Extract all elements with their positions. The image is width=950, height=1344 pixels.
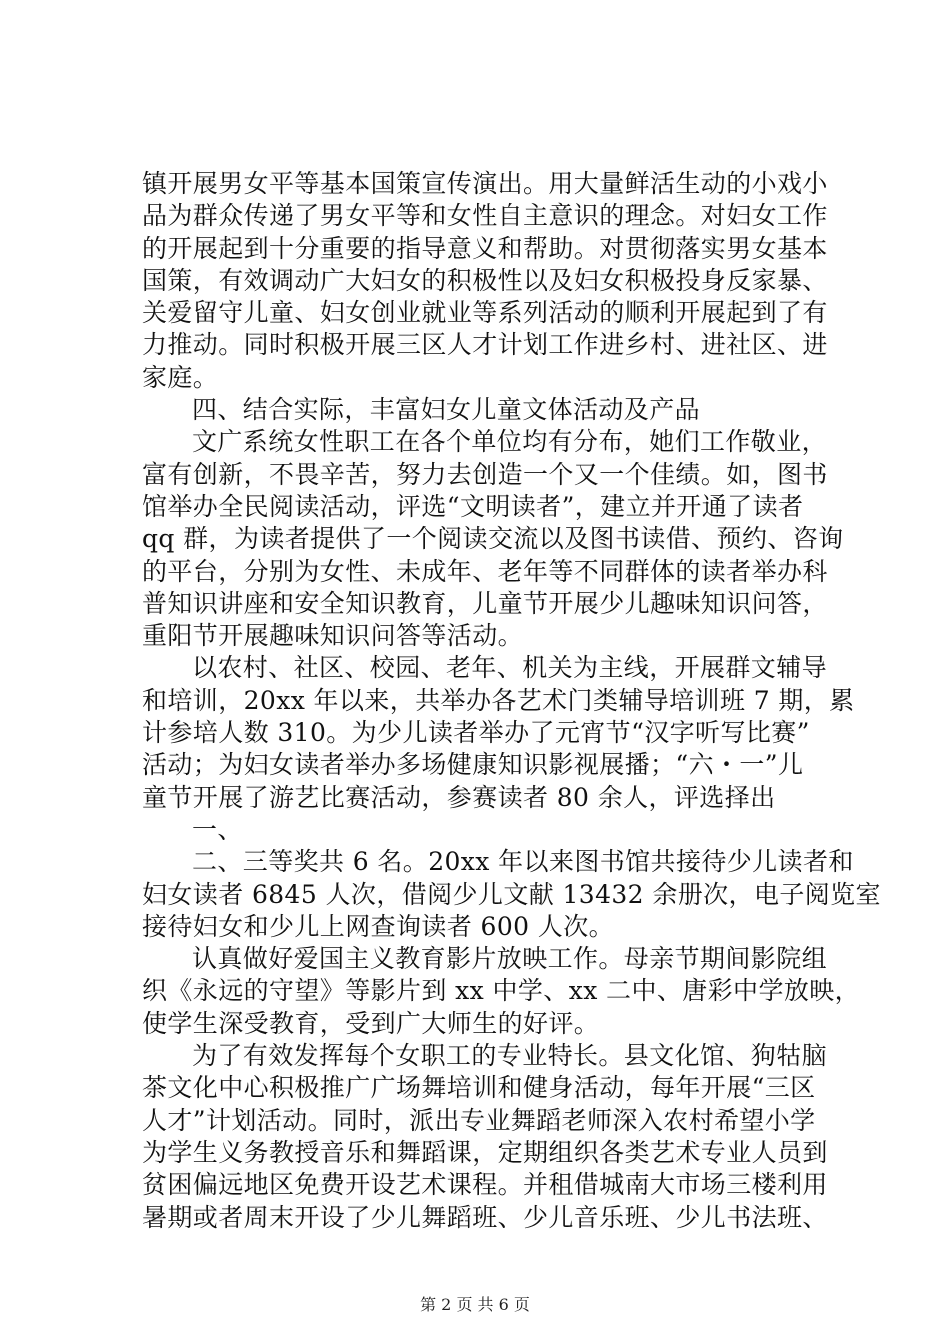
text-line: 普知识讲座和安全知识教育，儿童节开展少儿趣味知识问答，: [142, 588, 828, 618]
text-line: 为了有效发挥每个女职工的专业特长。县文化馆、狗牯脑: [192, 1041, 828, 1071]
text-line: 人才”计划活动。同时，派出专业舞蹈老师深入农村希望小学: [142, 1105, 816, 1135]
text-line: 童节开展了游艺比赛活动，参赛读者 80 余人，评选择出: [142, 782, 776, 812]
text-line: 重阳节开展趣味知识问答等活动。: [142, 621, 524, 651]
text-line: 文广系统女性职工在各个单位均有分布，她们工作敬业，: [192, 427, 828, 457]
text-line: 以农村、社区、校园、老年、机关为主线，开展群文辅导: [192, 653, 828, 683]
text-line: 使学生深受教育，受到广大师生的好评。: [142, 1008, 600, 1038]
text-line: 和培训，20xx 年以来，共举办各艺术门类辅导培训班 7 期，累: [142, 685, 855, 715]
text-line: 富有创新，不畏辛苦，努力去创造一个又一个佳绩。如，图书: [142, 459, 828, 489]
text-line: 力推动。同时积极开展三区人才计划工作进乡村、进社区、进: [142, 330, 828, 360]
text-line: 品为群众传递了男女平等和女性自主意识的理念。对妇女工作: [142, 201, 828, 231]
text-line: 二、三等奖共 6 名。20xx 年以来图书馆共接待少儿读者和: [192, 847, 854, 877]
text-line: 接待妇女和少儿上网查询读者 600 人次。: [142, 911, 615, 941]
text-line: 织《永远的守望》等影片到 xx 中学、xx 二中、唐彩中学放映，: [142, 976, 861, 1006]
text-line: 四、结合实际，丰富妇女儿童文体活动及产品: [192, 395, 701, 425]
text-line: qq 群，为读者提供了一个阅读交流以及图书读借、预约、咨询: [142, 524, 844, 554]
text-line: 妇女读者 6845 人次，借阅少儿文献 13432 余册次，电子阅览室: [142, 879, 881, 909]
text-line: 暑期或者周末开设了少儿舞蹈班、少儿音乐班、少儿书法班、: [142, 1202, 828, 1232]
text-line: 镇开展男女平等基本国策宣传演出。用大量鲜活生动的小戏小: [142, 169, 828, 198]
text-line: 馆举办全民阅读活动，评选“文明读者”，建立并开通了读者: [142, 491, 804, 521]
page-footer: 第 2 页 共 6 页: [420, 1295, 530, 1314]
text-line: 的开展起到十分重要的指导意义和帮助。对贯彻落实男女基本: [142, 233, 828, 263]
text-line: 一、: [192, 814, 243, 844]
text-line: 国策，有效调动广大妇女的积极性以及妇女积极投身反家暴、: [142, 265, 828, 295]
text-line: 关爱留守儿童、妇女创业就业等系列活动的顺利开展起到了有: [142, 298, 828, 328]
text-line: 贫困偏远地区免费开设艺术课程。并租借城南大市场三楼利用: [142, 1170, 828, 1200]
text-line: 的平台，分别为女性、未成年、老年等不同群体的读者举办科: [142, 556, 828, 586]
text-line: 认真做好爱国主义教育影片放映工作。母亲节期间影院组: [192, 944, 828, 974]
text-line: 为学生义务教授音乐和舞蹈课，定期组织各类艺术专业人员到: [142, 1137, 828, 1167]
text-line: 活动；为妇女读者举办多场健康知识影视展播；“六・一”儿: [142, 750, 804, 780]
text-line: 计参培人数 310。为少儿读者举办了元宵节“汉字听写比赛”: [142, 718, 810, 748]
document-body: [142, 168, 881, 1234]
text-line: 茶文化中心积极推广广场舞培训和健身活动，每年开展“三区: [142, 1073, 816, 1103]
text-line: 家庭。: [142, 362, 219, 392]
